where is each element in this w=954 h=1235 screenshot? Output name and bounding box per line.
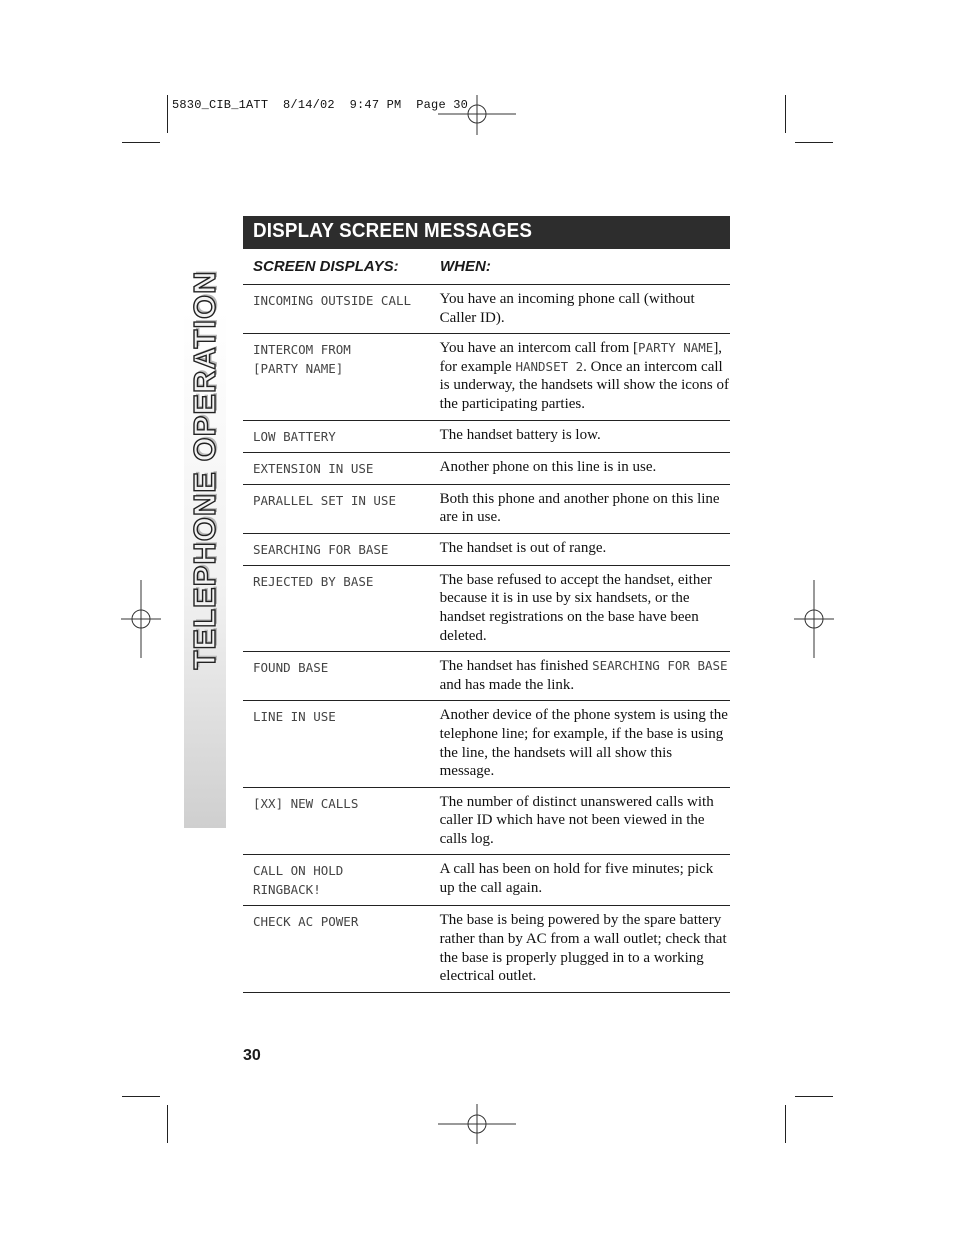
when-description — [430, 911, 730, 985]
section-title: DISPLAY SCREEN MESSAGES — [253, 220, 533, 242]
description-text: ], for example — [439, 340, 723, 375]
description-text: The handset battery is low. — [439, 426, 601, 443]
description-text: . Once an intercom call is underway, the handsets will show the icons of the participating parties. — [439, 358, 730, 412]
crop-mark — [795, 142, 833, 143]
table-row — [243, 906, 730, 992]
table-row — [243, 652, 730, 701]
inline-display-text: SEARCHING FOR BASE — [592, 658, 728, 674]
screen-display-message: INTERCOM FROM [PARTY NAME] — [253, 342, 351, 377]
description-text: The base is being powered by the spare battery rather than by AC from a wall outlet; check that the base is properly plugged in to a working electrical outlet. — [439, 912, 727, 985]
description-text: Another device of the phone system is using the telephone line; for example, if the base is using the line, the handsets will all show this message. — [439, 707, 728, 780]
table-row — [243, 421, 730, 453]
when-description — [430, 490, 730, 527]
crop-mark — [122, 142, 160, 143]
screen-display-message: INCOMING OUTSIDE CALL — [253, 293, 412, 308]
description-text: A call has been on hold for five minutes; pick up the call again. — [439, 861, 714, 897]
registration-mark-bottom — [438, 1104, 516, 1144]
table-row — [243, 855, 730, 906]
side-tab-label: TELEPHONE OPERATION — [187, 270, 222, 670]
when-description — [430, 458, 730, 478]
registration-mark-left — [121, 580, 161, 658]
section-header-bar — [243, 216, 730, 249]
screen-display-message: LINE IN USE — [253, 709, 336, 725]
screen-display-message: FOUND BASE — [253, 660, 329, 676]
description-text: and has made the link. — [439, 676, 575, 693]
table-row — [243, 701, 730, 787]
description-text: The base refused to accept the handset, either because it is in use by six handsets, or the handset registrations on the base have been deleted. — [439, 571, 712, 644]
screen-display-message: CALL ON HOLD RINGBACK! — [253, 863, 344, 898]
table-row — [243, 485, 730, 534]
column-headers — [243, 256, 730, 285]
description-text: The handset is out of range. — [439, 539, 607, 556]
description-text: You have an intercom call from [ — [439, 340, 639, 357]
description-text: Both this phone and another phone on this line are in use. — [439, 490, 720, 526]
crop-mark — [167, 95, 168, 133]
crop-mark — [122, 1096, 160, 1097]
crop-mark — [167, 1105, 168, 1143]
description-text: You have an incoming phone call (without Caller ID). — [439, 291, 695, 326]
crop-mark — [785, 95, 786, 133]
when-description — [430, 339, 730, 413]
screen-display-message: [XX] NEW CALLS — [253, 795, 359, 811]
description-text: The number of distinct unanswered calls with caller ID which have not been viewed in the calls log. — [439, 793, 714, 847]
screen-display-message: EXTENSION IN USE — [253, 460, 374, 476]
table-row — [243, 788, 730, 856]
crop-mark — [785, 1105, 786, 1143]
screen-display-message: LOW BATTERY — [253, 428, 336, 444]
description-text: The handset has finished — [439, 658, 593, 675]
screen-display-message: REJECTED BY BASE — [253, 573, 374, 589]
screen-display-message: SEARCHING FOR BASE — [253, 541, 389, 557]
screen-display-message: CHECK AC POWER — [253, 914, 359, 930]
inline-display-text: PARTY NAME — [638, 340, 714, 356]
when-description — [430, 793, 730, 849]
page-number: 30 — [243, 1047, 261, 1064]
print-slug: 5830_CIB_1ATT 8/14/02 9:47 PM Page 30 — [172, 98, 469, 112]
registration-mark-right — [794, 580, 834, 658]
table-row — [243, 453, 730, 485]
when-description — [430, 539, 730, 559]
table-row — [243, 534, 730, 566]
crop-mark — [795, 1096, 833, 1097]
screen-display-message: PARALLEL SET IN USE — [253, 492, 396, 508]
column-header-screen-displays: SCREEN DISPLAYS: — [253, 258, 399, 275]
messages-table — [243, 285, 730, 993]
table-row — [243, 334, 730, 420]
when-description — [430, 706, 730, 780]
when-description — [430, 426, 730, 446]
table-row — [243, 566, 730, 652]
registration-mark-top — [438, 95, 516, 135]
table-row — [243, 285, 730, 334]
when-description — [430, 860, 730, 899]
when-description — [430, 290, 730, 327]
when-description — [430, 657, 730, 694]
inline-display-text: HANDSET 2 — [515, 358, 584, 374]
description-text: Another phone on this line is in use. — [439, 458, 657, 475]
when-description — [430, 571, 730, 645]
column-header-when: WHEN: — [440, 258, 491, 275]
